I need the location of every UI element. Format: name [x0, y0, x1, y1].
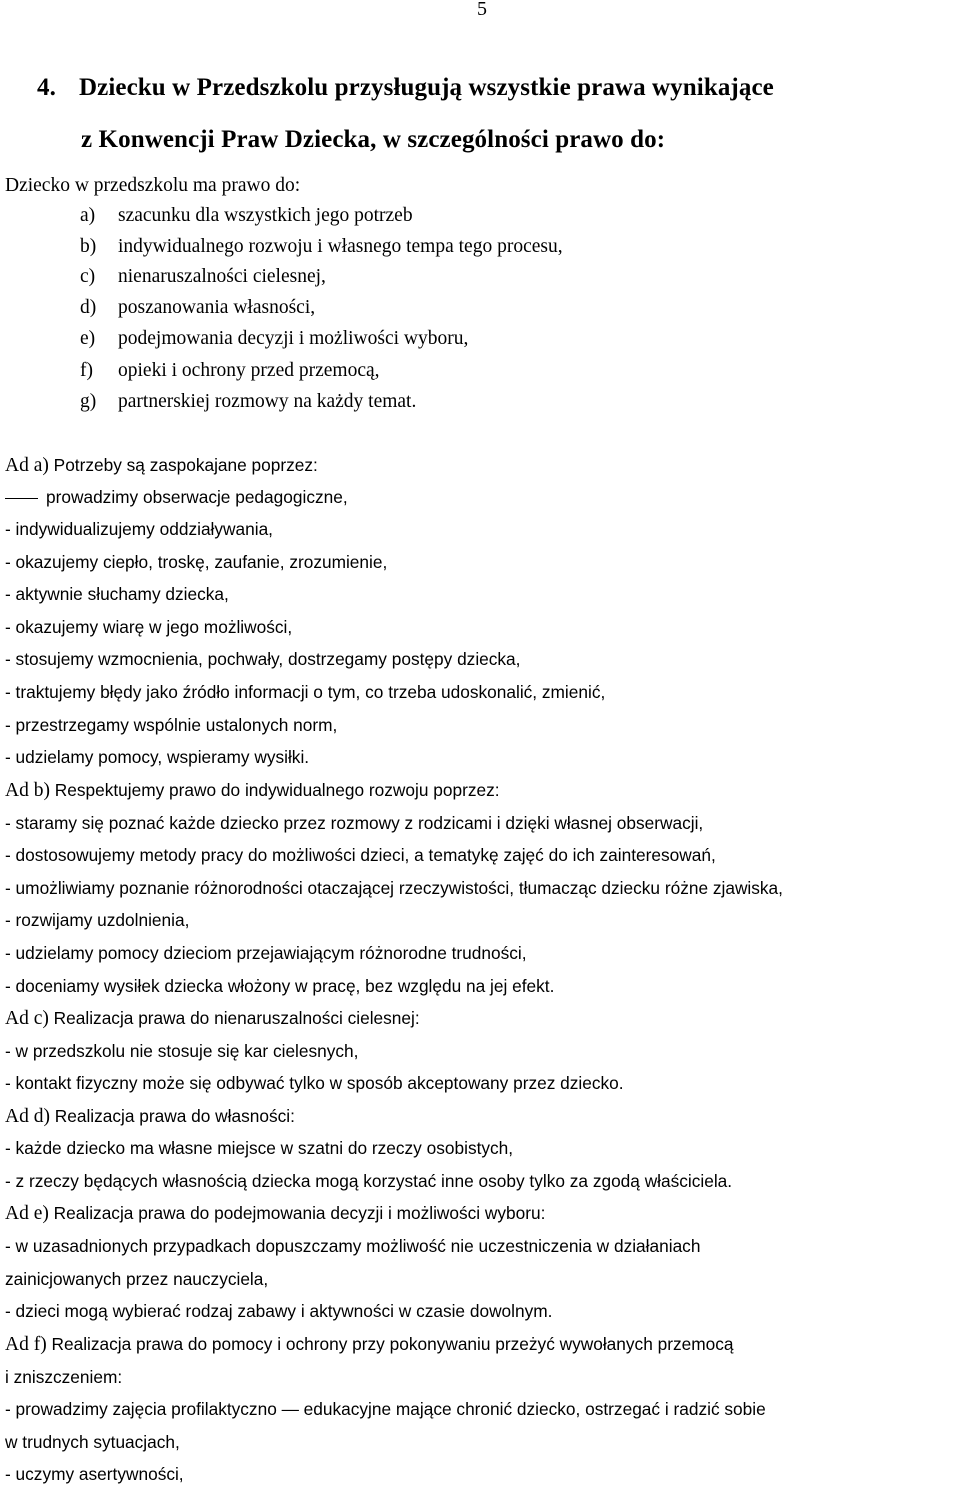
list-item: - udzielamy pomocy, wspieramy wysiłki.: [5, 747, 310, 767]
list-item: - w uzasadnionych przypadkach dopuszczamy możliwość nie uczestniczenia w działaniach: [5, 1236, 701, 1256]
right-label: a): [80, 205, 96, 226]
right-text: poszanowania własności,: [118, 297, 316, 318]
list-item: - udzielamy pomocy dzieciom przejawiającym różnorodne trudności,: [5, 943, 527, 963]
right-item: [80, 205, 413, 227]
section-number: 4.: [37, 74, 56, 101]
ad-d-title: Realizacja prawa do własności:: [54, 1106, 295, 1126]
right-text: opieki i ochrony przed przemocą,: [118, 360, 380, 381]
ad-e-tag: Ad e): [5, 1203, 49, 1224]
list-item: [5, 487, 348, 508]
list-item: - każde dziecko ma własne miejsce w szatni do rzeczy osobistych,: [5, 1138, 514, 1158]
right-text: szacunku dla wszystkich jego potrzeb: [118, 205, 413, 226]
list-item: - dostosowujemy metody pracy do możliwości dzieci, a tematykę zajęć do ich zainteresowań,: [5, 845, 716, 865]
ad-b-tag: Ad b): [5, 780, 50, 801]
right-item: [80, 236, 563, 258]
right-item: [80, 391, 416, 413]
section-heading: [37, 73, 774, 103]
section-heading-line1: Dziecku w Przedszkolu przysługują wszystkie prawa wynikające: [79, 74, 774, 101]
right-text: partnerskiej rozmowy na każdy temat.: [118, 391, 417, 412]
right-label: g): [80, 391, 97, 412]
list-item: - z rzeczy będących własnością dziecka mogą korzystać inne osoby tylko za zgodą właściciela.: [5, 1171, 733, 1191]
right-label: d): [80, 297, 97, 318]
ad-a-tag: Ad a): [5, 455, 49, 476]
right-label: e): [80, 328, 96, 349]
ad-c-title: Realizacja prawa do nienaruszalności cielesnej:: [53, 1008, 420, 1028]
list-item: - przestrzegamy wspólnie ustalonych norm,: [5, 715, 338, 735]
list-item: - rozwijamy uzdolnienia,: [5, 910, 190, 930]
right-text: podejmowania decyzji i możliwości wyboru,: [118, 328, 469, 349]
list-item: - okazujemy wiarę w jego możliwości,: [5, 617, 293, 637]
ad-a-title: Potrzeby są zaspokajane poprzez:: [53, 455, 318, 475]
ad-f-title: Realizacja prawa do pomocy i ochrony przy pokonywaniu przeżyć wywołanych przemocą: [51, 1334, 734, 1354]
ad-d-tag: Ad d): [5, 1106, 50, 1127]
right-label: b): [80, 236, 97, 257]
ad-f-tag: Ad f): [5, 1334, 47, 1355]
list-item: - uczymy asertywności,: [5, 1464, 184, 1484]
ad-d-heading: [5, 1106, 295, 1128]
list-item: w trudnych sytuacjach,: [5, 1432, 180, 1452]
list-item: - kontakt fizyczny może się odbywać tylko w sposób akceptowany przez dziecko.: [5, 1073, 624, 1093]
right-text: indywidualnego rozwoju i własnego tempa tego procesu,: [118, 236, 563, 257]
ad-c-tag: Ad c): [5, 1008, 49, 1029]
list-item: - doceniamy wysiłek dziecka włożony w pracę, bez względu na jej efekt.: [5, 976, 555, 996]
right-item: [80, 328, 468, 350]
ad-e-heading: [5, 1203, 545, 1225]
list-item: - dzieci mogą wybierać rodzaj zabawy i aktywności w czasie dowolnym.: [5, 1301, 553, 1321]
right-label: f): [80, 360, 93, 381]
right-text: nienaruszalności cielesnej,: [118, 266, 326, 287]
list-item: - w przedszkolu nie stosuje się kar cielesnych,: [5, 1041, 359, 1061]
list-item: - stosujemy wzmocnienia, pochwały, dostrzegamy postępy dziecka,: [5, 649, 521, 669]
ad-f-heading: [5, 1334, 733, 1356]
ad-b-heading: [5, 780, 500, 802]
intro-text: Dziecko w przedszkolu ma prawo do:: [5, 175, 301, 196]
list-item: - okazujemy ciepło, troskę, zaufanie, zrozumienie,: [5, 552, 388, 572]
right-item: [80, 297, 315, 319]
section-heading-line2: z Konwencji Praw Dziecka, w szczególności prawo do:: [81, 126, 666, 153]
right-item: [80, 266, 326, 288]
right-label: c): [80, 266, 96, 287]
list-item: - traktujemy błędy jako źródło informacji o tym, co trzeba udoskonalić, zmienić,: [5, 682, 606, 702]
list-item: zainicjowanych przez nauczyciela,: [5, 1269, 269, 1289]
right-item: [80, 360, 380, 382]
ad-e-title: Realizacja prawa do podejmowania decyzji i możliwości wyboru:: [53, 1203, 546, 1223]
ad-b-title: Respektujemy prawo do indywidualnego rozwoju poprzez:: [54, 780, 500, 800]
ad-c-heading: [5, 1008, 420, 1030]
ad-a-heading: [5, 455, 318, 477]
list-item: - prowadzimy zajęcia profilaktyczno — edukacyjne mające chronić dziecko, ostrzegać i radzić sobie: [5, 1399, 766, 1419]
list-item: i zniszczeniem:: [5, 1367, 123, 1387]
list-item-text: prowadzimy obserwacje pedagogiczne,: [46, 487, 348, 507]
dash-mark: [5, 498, 38, 500]
list-item: - staramy się poznać każde dziecko przez rozmowy z rodzicami i dzięki własnej obserwacji,: [5, 813, 704, 833]
list-item: - aktywnie słuchamy dziecka,: [5, 584, 229, 604]
page-number: 5: [477, 0, 487, 20]
list-item: - umożliwiamy poznanie różnorodności otaczającej rzeczywistości, tłumacząc dziecku różne zjawiska,: [5, 878, 783, 898]
list-item: - indywidualizujemy oddziaływania,: [5, 519, 273, 539]
